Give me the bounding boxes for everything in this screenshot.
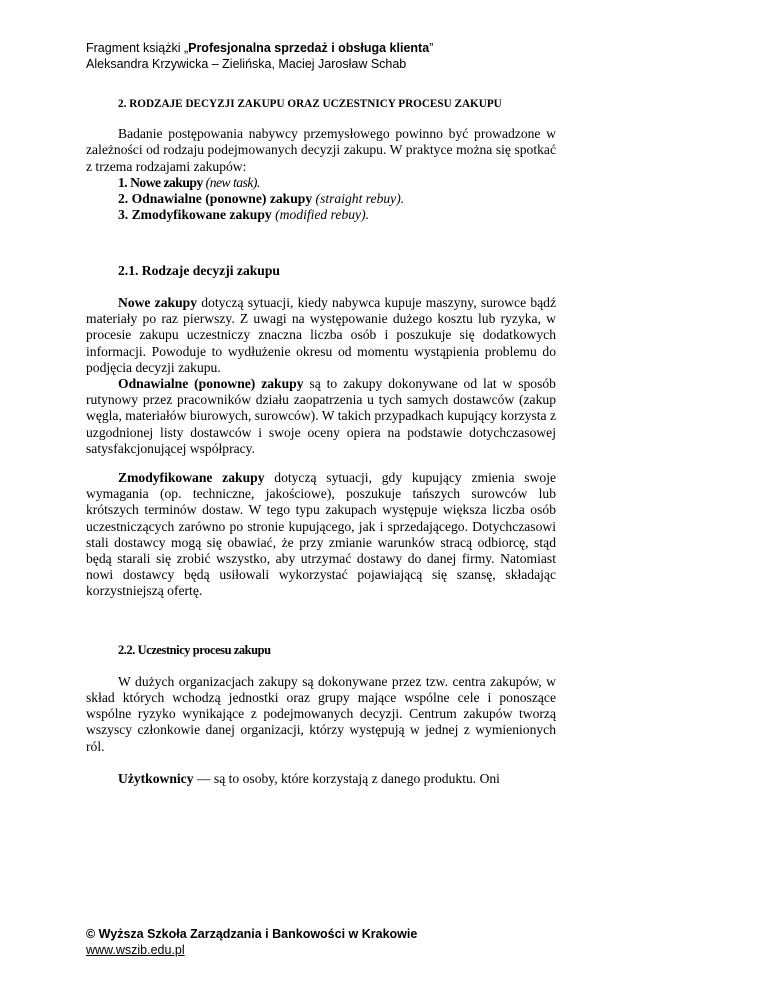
list-item-term: (modified rebuy). [275, 206, 369, 222]
paragraph-text: dotyczą sytuacji, gdy kupujący zmienia swoje wymagania (op. techniczne, jakościowe), poszukuje tańszych surowców lub krótszych terminów dostaw. W tego typu zakupach występuje większa liczba osób uczestniczących zarówno po stronie kupującego, jak i sprzedającego. Dotychczasowi stali dostawcy mogą się obawiać, że przy zmianie warunków stracą odbiorcę, stąd będą starali się zrobić wszystko, aby utrzymać dostawy do danej firmy. Natomiast nowi dostawcy będą usiłowali wykorzystać pojawiającą się szansę, składając korzystniejszą ofertę. [86, 470, 557, 599]
header-book-line [86, 40, 433, 56]
term-bold: Nowe zakupy [118, 295, 197, 311]
list-item [118, 175, 556, 191]
section2-paragraph-2 [86, 771, 556, 787]
section1-paragraph-2 [86, 376, 556, 457]
list-item [118, 207, 556, 223]
paragraph-text: dotyczą sytuacji, kiedy nabywca kupuje maszyny, surowce bądź materiały po raz pierwszy. Z uwagi na występowanie dużego kosztu lub ryzyka, w procesie zakupu uczestniczy znaczna liczba osób i poszukuje się dodatkowych informacji. Powoduje to wydłużenie okresu od momentu wystąpienia problemu do podjęcia decyzji zakupu. [86, 295, 557, 375]
purchase-types-list [118, 175, 556, 223]
list-item-label: 2. Odnawialne (ponowne) zakupy [118, 190, 313, 206]
list-item-term: (straight rebuy). [315, 190, 405, 206]
footer-website-link[interactable]: www.wszib.edu.pl [86, 943, 185, 957]
section2-paragraph-1: W dużych organizacjach zakupy są dokonywane przez tzw. centra zakupów, w skład których wchodzą jednostki oraz grupy mające wspólne cele i ponoszące wspólne ryzyko wynikające z podejmowanych decyzji. Centrum zakupów tworzą wszyscy członkowie danej organizacji, którzy występują w jednej z wymienionych ról. [86, 673, 556, 754]
header-prefix: Fragment książki „ [86, 41, 189, 55]
document-body [86, 96, 556, 787]
header-authors: Aleksandra Krzywicka – Zielińska, Maciej Jarosław Schab [86, 57, 407, 71]
page-header [86, 40, 433, 72]
list-item-term: (new task). [205, 174, 260, 190]
term-bold: Zmodyfikowane zakupy [118, 470, 265, 486]
paragraph-text: są to zakupy dokonywane od lat w sposób rutynowy przez pracowników działu zaopatrzenia u tych samych dostawców (zakup węgla, materiałów biurowych, surowców). W takich przypadkach kupujący korzysta z uzgodnionej listy dostawców i swoje oceny opiera na podstawie dotychczasowej satysfakcjonującej współpracy. [86, 376, 556, 456]
header-suffix: ” [429, 41, 434, 55]
page-footer [86, 926, 417, 958]
section1-paragraph-1 [86, 295, 556, 376]
list-item [118, 191, 556, 207]
section-heading: 2.1. Rodzaje decyzji zakupu [118, 262, 280, 278]
header-book-title: Profesjonalna sprzedaż i obsługa klienta [188, 41, 430, 55]
paragraph-text: — są to osoby, które korzystają z danego produktu. Oni [193, 770, 500, 786]
section-heading: 2.2. Uczestnicy procesu zakupu [118, 642, 271, 657]
term-bold: Użytkownicy [118, 770, 194, 786]
list-item-label: 1. Nowe zakupy [118, 174, 203, 190]
list-item-label: 3. Zmodyfikowane zakupy [118, 206, 272, 222]
term-bold: Odnawialne (ponowne) zakupy [118, 376, 304, 392]
section1-paragraph-3 [86, 470, 556, 600]
chapter-title: 2. RODZAJE DECYZJI ZAKUPU ORAZ UCZESTNICY PROCESU ZAKUPU [118, 98, 502, 110]
intro-paragraph: Badanie postępowania nabywcy przemysłowego powinno być prowadzone w zależności od rodzaju podejmowanych decyzji zakupu. W praktyce można się spotkać z trzema rodzajami zakupów: [86, 126, 556, 174]
footer-copyright: © Wyższa Szkoła Zarządzania i Bankowości w Krakowie [86, 927, 418, 941]
